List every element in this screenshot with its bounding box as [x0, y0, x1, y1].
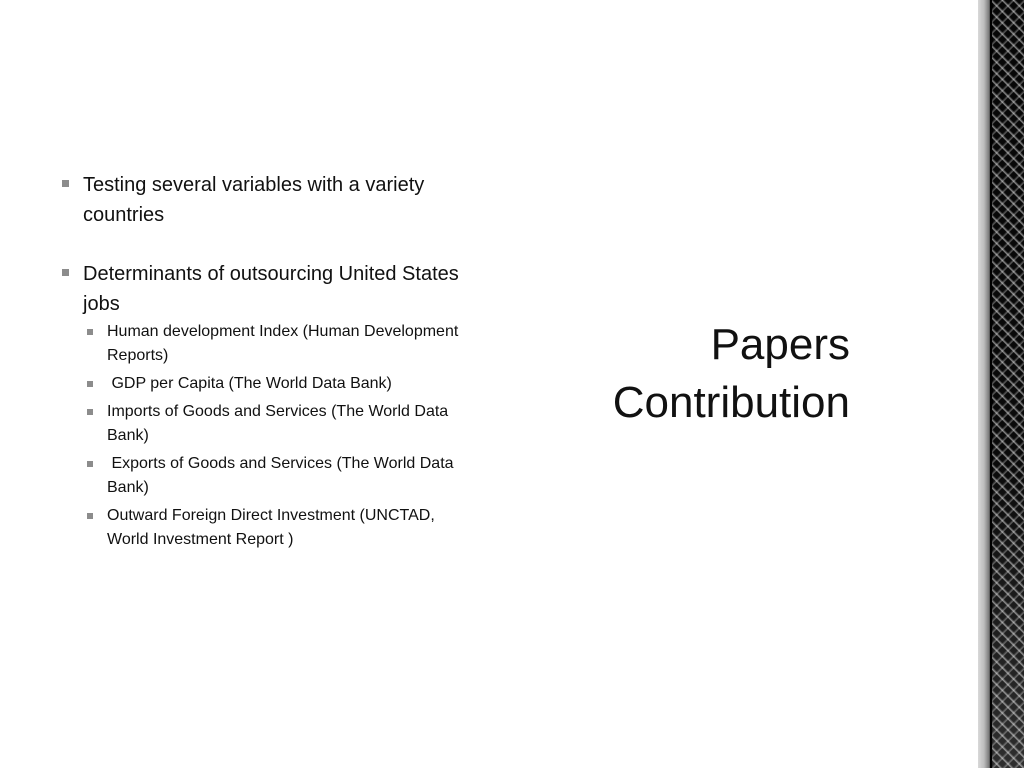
sub-bullet-text: Exports of Goods and Services (The World Data Bank) [107, 455, 458, 496]
bullet-text: Determinants of outsourcing United States jobs [83, 263, 459, 315]
square-bullet-icon [62, 180, 69, 187]
slide-body [60, 170, 470, 556]
sub-bullet-text: Human development Index (Human Development Reports) [107, 323, 459, 364]
square-bullet-icon [87, 329, 93, 335]
sub-bullet-imports [82, 400, 470, 448]
bullet-text: Testing several variables with a variety countries [83, 174, 425, 226]
square-bullet-icon [87, 461, 93, 467]
sub-bullet-ofdi [82, 504, 470, 552]
bullet-item-determinants [60, 259, 470, 552]
square-bullet-icon [62, 269, 69, 276]
square-bullet-icon [87, 513, 93, 519]
square-bullet-icon [87, 409, 93, 415]
decorative-side-band-pattern [992, 0, 1024, 768]
sub-bullet-exports [82, 452, 470, 500]
sub-bullet-list [83, 320, 470, 552]
bullet-list [60, 170, 470, 552]
sub-bullet-text: Outward Foreign Direct Investment (UNCTAD, World Investment Report ) [107, 507, 435, 548]
sub-bullet-text: GDP per Capita (The World Data Bank) [107, 375, 392, 392]
sub-bullet-gdp [82, 372, 470, 396]
slide-title-line-1: Papers [710, 320, 850, 369]
sub-bullet-text: Imports of Goods and Services (The World Data Bank) [107, 403, 449, 444]
square-bullet-icon [87, 381, 93, 387]
slide-title-line-2: Contribution [612, 378, 850, 427]
slide-title [490, 316, 850, 432]
sub-bullet-hdi [82, 320, 470, 368]
bullet-item-testing-variables [60, 170, 470, 230]
